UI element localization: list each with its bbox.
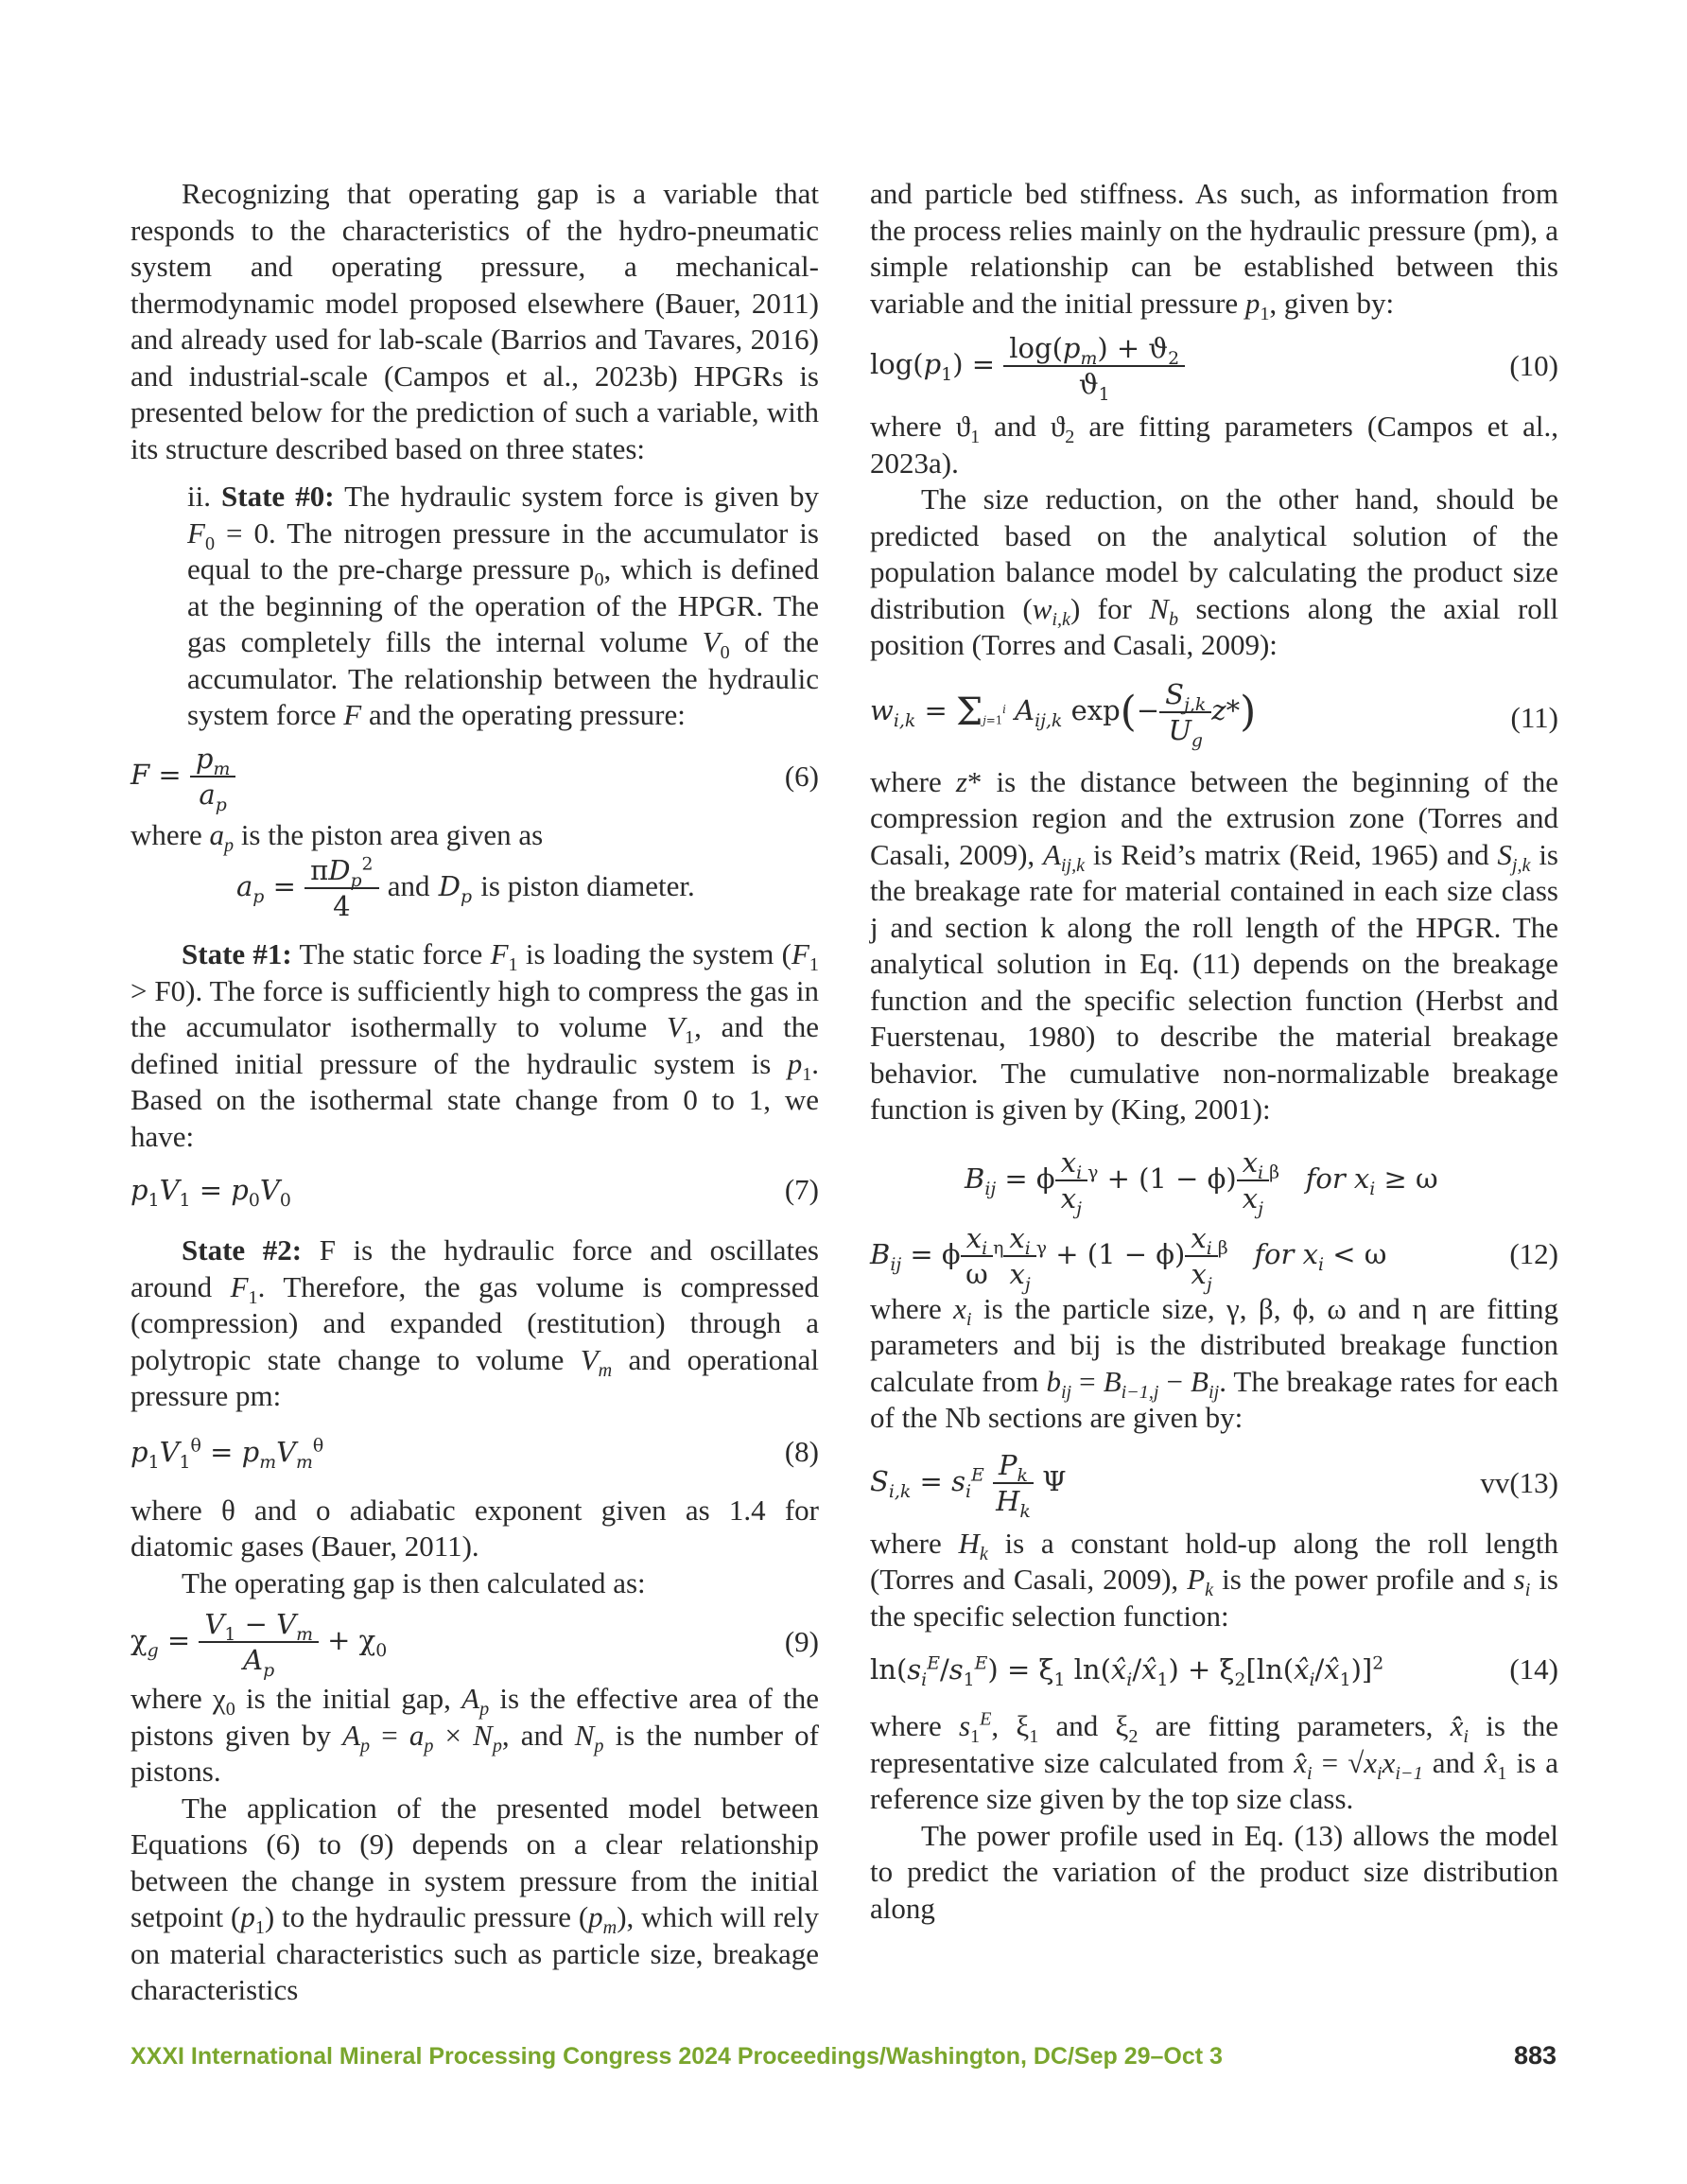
state-2-text-c: and operational pressure pm: <box>130 1342 820 1412</box>
application-text-c: ), which will rely on material characteristics such as particle size, breakage characteristics <box>130 1900 819 2006</box>
equation-14-number: (14) <box>1509 1652 1558 1686</box>
where-11-d: is the breakage rate for material contained in each size class j and section k along the roll length of the HPGR. The analytical solution in Eq. (11) depends on the breakage function and the specific selection function (Herbst and Fuerstenau, 1980) to describe the material breakage behavior. The cumulative non-normalizable breakage function is given by (King, 2001): <box>870 837 1558 1126</box>
equation-8-number: (8) <box>784 1434 819 1468</box>
state-1-text-a: The static force <box>299 937 483 970</box>
state-0-text-b: = 0. The nitrogen pressure in the accumulator is equal to the pre-charge pressure p <box>187 515 819 585</box>
piston-area-equation: $a_p$ = $\frac{\pi D_p^2}{4}$ and $D_p$ is piston diameter. <box>236 854 695 922</box>
equation-13: $S_{i,k} = s_i^E$ $\frac{P_k}{H_k}$ Ψ vv(13) <box>870 1448 1558 1522</box>
where-9-a: where <box>130 1682 202 1715</box>
list-marker: ii. <box>187 480 211 513</box>
footer-proceedings: XXXI International Mineral Processing Congress 2024 Proceedings/Washington, DC/Sep 29–Oct 3 <box>130 2043 1223 2070</box>
state-1-text-e: . Based on the isothermal state change from 0 to 1, we have: <box>130 1046 820 1153</box>
where-9-paragraph: where $\chi_0$ is the initial gap, $A_p$ is the effective area of the pistons given by $A_p = a_p \times N_p$, and $N_p$ is the number of pistons. <box>130 1682 820 1788</box>
equation-8: $p_1V_1^\theta = p_mV_m^\theta$ (8) <box>130 1434 819 1473</box>
equation-12-number: (12) <box>1509 1236 1558 1270</box>
where-10-b: and <box>994 410 1036 443</box>
equation-10: $\log(p_1)$ = $\frac{\log(p_m) + ϑ_2}{ϑ_1}$ (10) <box>870 332 1558 405</box>
state-2-text-b: . Therefore, the gas volume is compressed (compression) and expanded (restitution) through a polytropic state change to volume <box>130 1269 820 1376</box>
where-13-c: is the power profile and <box>1222 1563 1505 1596</box>
equation-12: $B_{ij} = \phi$ $\frac{x_i}{x_j}$ $^\gamma$ + (1 − ϕ) $\frac{x_i}{x_j}$ $^\beta$ for $x_i \ge \omega$ $B_{ij} = \phi$ $\frac{x_i}{\omega}$ $^\eta$ $\frac{x_i}{x_j}$ $^\gamma$ + (1 − ϕ) $\frac{x_i}{x_j}$ $^\beta$ for $x_i < \omega$ (12) <box>870 1145 1558 1295</box>
where-9-c: is the effective area of the pistons given by <box>130 1682 820 1752</box>
where-13-paragraph: where $H_k$ is a constant hold-up along the roll length (Torres and Casali, 2009), $P_k$ is the power profile and $s_i$ is the specific selection function: <box>870 1526 1558 1633</box>
size-reduction-text-a: The size reduction, on the other hand, should be predicted based on the analytical solution of the population balance model by calculating the product size distribution ( <box>870 482 1558 625</box>
state-2-label: State #2: <box>182 1233 303 1267</box>
state-1-text-d: , and the defined initial pressure of the hydraulic system is <box>130 1010 820 1080</box>
where-10-paragraph: where $ϑ_1$ and $ϑ_2$ are fitting parameters (Campos et al., 2023a). <box>870 410 1558 480</box>
where-14-a: where <box>870 1709 942 1742</box>
equation-13-number: vv(13) <box>1480 1465 1558 1499</box>
where-9-b: is the initial gap, <box>245 1682 451 1715</box>
state-1-paragraph: State #1: The static force $F_1$ is loading the system $(F_1 > F0)$. The force is sufficiently high to compress the gas in the accumulator isothermally to volume $V_1$, and the defined initial pressure of the hydraulic system is $p_1$. Based on the isothermal state change from 0 to 1, we have: <box>130 937 820 1153</box>
power-profile-paragraph: The power profile used in Eq. (13) allows the model to predict the variation of the product size distribution along <box>870 1818 1558 1925</box>
where-ap-a: where <box>130 817 202 851</box>
equation-7: $p_1V_1 = p_0V_0$ (7) <box>130 1173 819 1211</box>
state-1-label: State #1: <box>182 937 292 970</box>
state-0-label: State #0: <box>221 480 335 513</box>
where-9-d: , and <box>501 1718 564 1752</box>
where-14-f: and <box>1432 1745 1475 1779</box>
where-14-c: and <box>1055 1709 1099 1742</box>
where-13-a: where <box>870 1526 942 1560</box>
equation-6-number: (6) <box>784 759 819 793</box>
where-13-d: is the specific selection function: <box>870 1563 1558 1633</box>
application-text-b: ) to the hydraulic pressure ( <box>264 1900 589 1933</box>
equation-7-number: (7) <box>784 1173 819 1206</box>
equation-9-number: (9) <box>784 1625 819 1658</box>
where-10-c: are fitting parameters (Campos et al., 2023a). <box>870 410 1558 480</box>
where-ap-b: is the piston area given as <box>240 817 544 851</box>
application-paragraph: The application of the presented model between Equations (6) to (9) depends on a clear relationship between the change in system pressure from the initial setpoint $(p_1)$ to the hydraulic pressure $(p_m)$, which will rely on material characteristics such as particle size, breakage characteristics <box>130 1791 819 2006</box>
where-14-b: , <box>991 1709 1000 1742</box>
theta-paragraph: where θ and o adiabatic exponent given as 1.4 for diatomic gases (Bauer, 2011). <box>130 1493 819 1563</box>
state-1-text-b: is loading the system ( <box>525 937 791 970</box>
equation-14: $\ln(s_i^E/s_1^E) = \xi_1$ $\ln(x̂_i/x̂_1)$ + $\xi_2[\ln(x̂_i/x̂_1)]^2$ (14) <box>870 1652 1558 1690</box>
for-lt-label: for <box>1254 1237 1295 1270</box>
bed-stiffness-end: , given by: <box>1269 286 1395 320</box>
equation-10-number: (10) <box>1509 349 1558 382</box>
size-reduction-text-c: sections along the axial roll position (Torres and Casali, 2009): <box>870 591 1559 661</box>
size-reduction-text-b: ) for <box>1070 591 1132 625</box>
size-reduction-paragraph: The size reduction, on the other hand, should be predicted based on the analytical solution of the population balance model by calculating the product size distribution $(w_{i,k})$ for $N_b$ sections along the axial roll position (Torres and Casali, 2009): <box>870 482 1559 661</box>
where-12-b: is the particle size, γ, β, ϕ, ω and η are fitting parameters and bij is the distributed breakage function calculate from <box>870 1291 1559 1398</box>
where-10-a: where <box>870 410 942 443</box>
state-0-text-e: and the operating pressure: <box>368 698 686 731</box>
equation-11-number: (11) <box>1510 700 1558 734</box>
application-text-a: The application of the presented model between Equations (6) to (9) depends on a clear relationship between the change in system pressure from the initial setpoint ( <box>130 1791 819 1933</box>
where-11-b: is the distance between the beginning of the compression region and the extrusion zone (Torres and Casali, 2009), <box>870 764 1559 871</box>
gap-paragraph: The operating gap is then calculated as: <box>182 1565 646 1599</box>
bed-stiffness-text: and particle bed stiffness. As such, as information from the process relies mainly on the hydraulic pressure (pm), a simple relationship can be established between this variable and the initial pressure <box>870 177 1558 320</box>
state-0-text-a: The hydraulic system force is given by <box>344 480 819 513</box>
state-0-paragraph: ii. State #0: The hydraulic system force is given by $F_0 = 0$. The nitrogen pressure in the accumulator is equal to the pre-charge pressure $p_0$, which is defined at the beginning of the operation of the HPGR. The gas completely fills the internal volume $V_0$ of the accumulator. The relationship between the hydraulic system force F and the operating pressure: <box>187 480 820 731</box>
and-dp-text: and <box>387 869 430 902</box>
state-2-paragraph: State #2: F is the hydraulic force and oscillates around $F_1$. Therefore, the gas volume is compressed (compression) and expanded (restitution) through a polytropic state change to volume $V_m$ and operational pressure pm: <box>130 1233 820 1412</box>
right-column <box>870 176 1558 1927</box>
where-14-e: is the representative size calculated from <box>870 1709 1558 1779</box>
for-ge-label: for <box>1305 1162 1346 1195</box>
where-11-paragraph: where z* is the distance between the beginning of the compression region and the extrusion zone (Torres and Casali, 2009), $A_{ij,k}$ is Reid’s matrix (Reid, 1965) and $S_{j,k}$ is the breakage rate for material contained in each size class j and section k along the roll length of the HPGR. The analytical solution in Eq. (11) depends on the breakage function and the specific selection function (Herbst and Fuerstenau, 1980) to describe the material breakage behavior. The cumulative non-normalizable breakage function is given by (King, 2001): <box>870 764 1559 1126</box>
equation-9: $\chi_g$ = $\frac{V_1 - V_m}{A_p}$ + $\chi_0$ (9) <box>130 1608 819 1681</box>
where-14-paragraph: where $s_1^E$, $\xi_1$ and $\xi_2$ are fitting parameters, $x̂_i$ is the representative size calculated from $x̂_i = √x_ix_{i-1}$ and $x̂_1$ is a reference size given by the top size class. <box>870 1708 1559 1815</box>
state-1-text-c: > F0). The force is sufficiently high to compress the gas in the accumulator isothermally to volume <box>130 973 819 1043</box>
dp-desc-text: is piston diameter. <box>480 869 695 902</box>
state-0-text-c: , which is defined at the beginning of the operation of the HPGR. The gas completely fills the internal volume <box>187 552 820 658</box>
where-12-c: . The breakage rates for each of the Nb sections are given by: <box>870 1364 1558 1434</box>
bed-stiffness-paragraph: and particle bed stiffness. As such, as information from the process relies mainly on the hydraulic pressure (pm), a simple relationship can be established between this variable and the initial pressure $p_1$, given by: <box>870 177 1558 324</box>
where-14-g: is a reference size given by the top size class. <box>870 1745 1559 1815</box>
equation-11: $w_{i,k} = \Sigma_{j=1}^i$ $A_{ij,k}$ exp(− $\frac{S_{j,k}}{U_g}$ z*) (11) <box>870 677 1558 751</box>
state-2-text-a: F is the hydraulic force and oscillates around <box>130 1233 819 1303</box>
where-11-c: is Reid’s matrix (Reid, 1965) and <box>1092 837 1489 871</box>
left-column <box>130 176 819 2009</box>
where-12-paragraph: where $x_i$ is the particle size, γ, β, ϕ, ω and η are fitting parameters and bij is the distributed breakage function calculate from $b_{ij} = B_{i-1,j} - B_{ij}$. The breakage rates for each of the Nb sections are given by: <box>870 1291 1559 1434</box>
where-13-b: is a constant hold-up along the roll length (Torres and Casali, 2009), <box>870 1526 1558 1596</box>
piston-area-text: where $a_p$ is the piston area given as <box>130 817 544 856</box>
paragraph-intro: Recognizing that operating gap is a variable that responds to the characteristics of the hydro-pneumatic system and operating pressure, a mechanical-thermodynamic model proposed elsewhere (Bauer, 2011) and already used for lab-scale (Barrios and Tavares, 2016) and industrial-scale (Campos et al., 2023b) HPGRs is presented below for the prediction of such a variable, with its structure described based on three states: <box>130 177 819 465</box>
where-9-e: is the number of pistons. <box>130 1718 820 1788</box>
where-11-a: where <box>870 764 942 798</box>
where-14-d: are fitting parameters, <box>1155 1709 1434 1742</box>
page-number: 883 <box>1513 2041 1557 2070</box>
equation-6: F = $\frac{p_m}{a_p}$ (6) <box>130 742 819 815</box>
where-12-a: where <box>870 1291 942 1325</box>
state-0-text-d: of the accumulator. The relationship between the hydraulic system force <box>187 625 820 731</box>
